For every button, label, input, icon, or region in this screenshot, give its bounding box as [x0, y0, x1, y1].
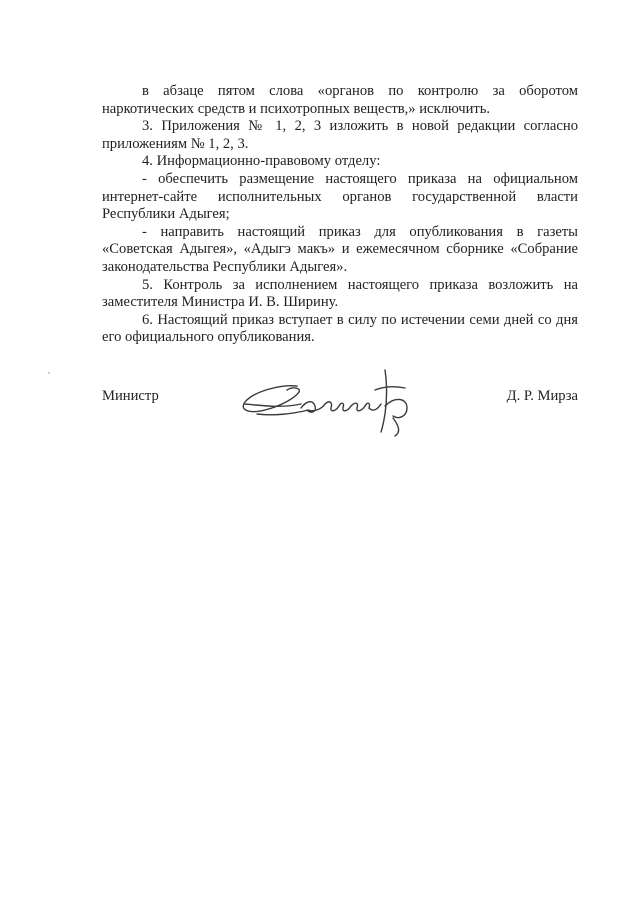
signer-title: Министр: [102, 388, 159, 404]
signature-block: [102, 380, 578, 440]
signer-name: Д. Р. Мирза: [506, 388, 578, 404]
paragraph-item-4-publish-site: - обеспечить размещение настоящего приказа на официальном интернет-сайте исполнительных органов государственной власти Республики Адыгея;: [102, 170, 578, 223]
paragraph-item-3: 3. Приложения № 1, 2, 3 изложить в новой редакции согласно приложениям № 1, 2, 3.: [102, 118, 578, 152]
scan-artifact: [48, 372, 50, 374]
handwritten-signature: [235, 356, 435, 440]
paragraph-item-4-publish-press: - направить настоящий приказ для опубликования в газеты «Советская Адыгея», «Адыгэ макъ» и ежемесячном сборнике «Собрание законодательства Республики Адыгея».: [102, 223, 578, 275]
paragraph-item-4: 4. Информационно-правовому отделу:: [142, 153, 381, 170]
paragraph-item-5: 5. Контроль за исполнением настоящего приказа возложить на заместителя Министра И. В. Ширину.: [102, 276, 578, 311]
document-body: [102, 83, 578, 347]
paragraph-item-6: 6. Настоящий приказ вступает в силу по истечении семи дней со дня его официального опубликования.: [102, 311, 578, 346]
paragraph-abzac: в абзаце пятом слова «органов по контролю за оборотом наркотических средств и психотропных веществ,» исключить.: [102, 83, 578, 117]
